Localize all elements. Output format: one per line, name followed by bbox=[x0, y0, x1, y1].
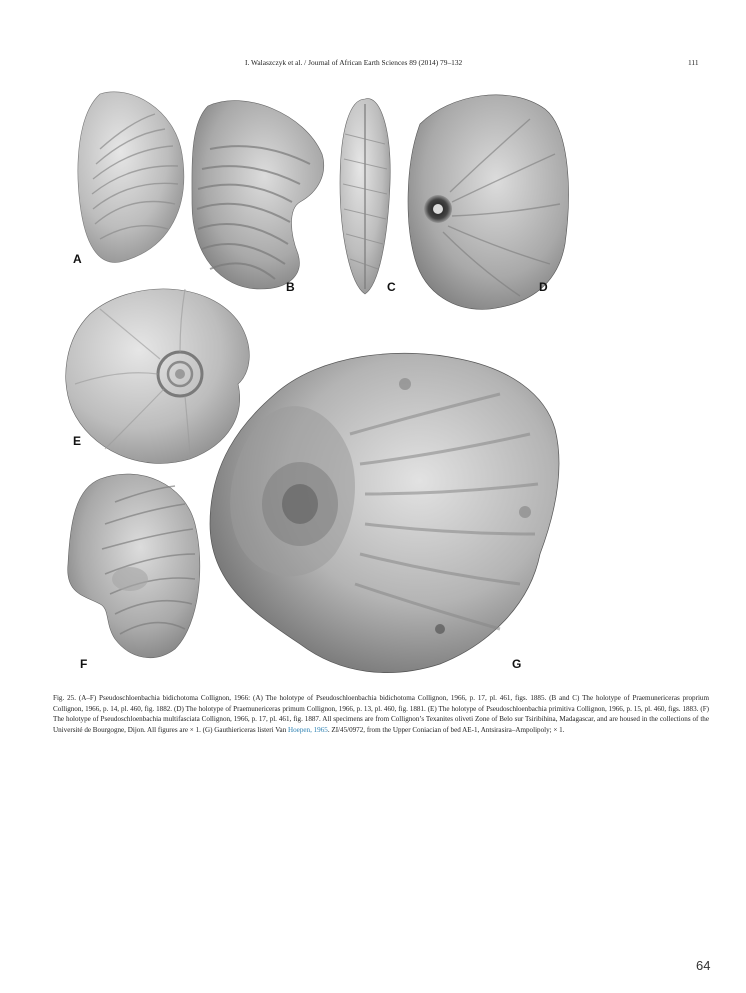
specimen-f bbox=[68, 474, 200, 658]
panel-label-d: D bbox=[539, 280, 548, 294]
specimen-g bbox=[210, 353, 559, 672]
panel-label-a: A bbox=[73, 252, 82, 266]
fossil-plate-figure bbox=[60, 84, 620, 680]
running-head-citation: I. Walaszczyk et al. / Journal of African Earth Sciences 89 (2014) 79–132 bbox=[245, 58, 463, 67]
figure-caption bbox=[53, 693, 709, 736]
caption-reference-link[interactable]: Hoepen, 1965 bbox=[288, 726, 328, 735]
footer-page-number: 64 bbox=[696, 958, 711, 973]
panel-label-g: G bbox=[512, 657, 522, 671]
caption-text-end: . ZI/45/0972, from the Upper Coniacian of bed AE-1, Antsirasira–Ampolipoly; × 1. bbox=[327, 726, 565, 735]
panel-label-f: F bbox=[80, 657, 88, 671]
specimen-a bbox=[78, 92, 184, 263]
running-head bbox=[0, 58, 746, 70]
panel-label-b: B bbox=[286, 280, 295, 294]
specimen-e bbox=[66, 289, 250, 464]
fossil-plate-image bbox=[60, 84, 620, 680]
specimen-c bbox=[340, 99, 390, 294]
panel-label-c: C bbox=[387, 280, 396, 294]
panel-label-e: E bbox=[73, 434, 82, 448]
journal-page-number: 111 bbox=[688, 58, 699, 67]
specimen-d bbox=[408, 95, 568, 309]
specimen-b bbox=[192, 101, 324, 289]
caption-text: Fig. 25. (A–F) Pseudoschloenbachia bidichotoma Collignon, 1966: (A) The holotype of Pseudoschloenbachia bidichotoma Collignon, 1966, p. 17, pl. 461, figs. 1885. (B and C) The holotype of Praemunericeras proprium Collignon, 1966, p. 14, pl. 460, fig. 1882. (D) The holotype of Praemunericeras primum Collignon, 1966, p. 13, pl. 460, fig. 1881. (E) The holotype of Pseudoschloenbachia primitiva Collignon, 1966, p. 15, pl. 460, figs. 1883. (F) The holotype of Pseudoschloenbachia multifasciata Collignon, 1966, p. 17, pl. 461, fig. 1887. All specimens are from Collignon’s Texanites oliveti Zone of Belo sur Tsiribihina, Madagascar, and are housed in the collections of the Université de Bourgogne, Dijon. All figures are × 1. (G) Gauthiericeras listeri Van bbox=[53, 694, 709, 735]
